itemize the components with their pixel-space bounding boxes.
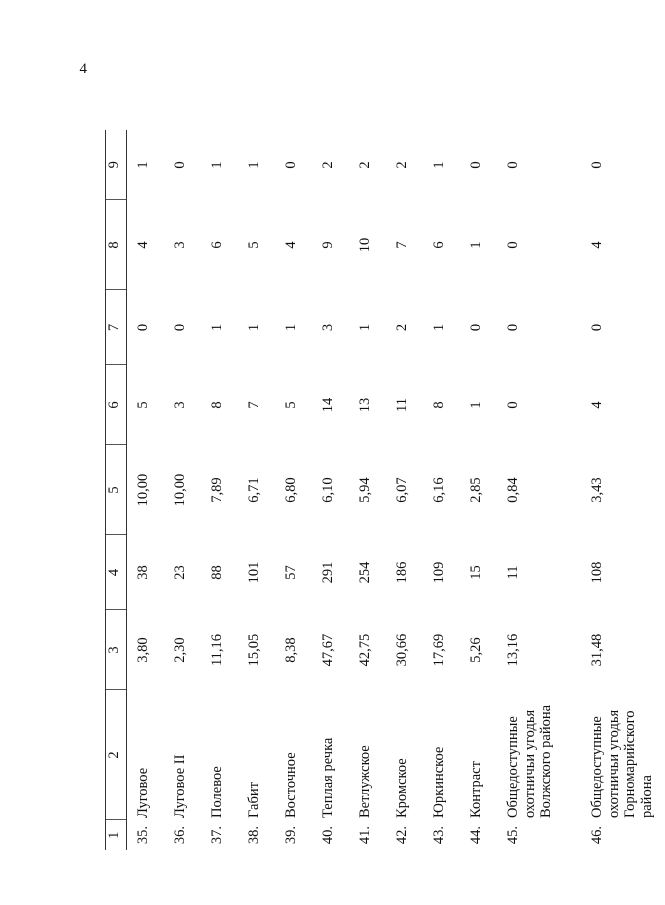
value-cell: 2,85 bbox=[468, 477, 484, 503]
value-cell: 1 bbox=[357, 323, 373, 332]
value-cell: 10,00 bbox=[135, 473, 151, 507]
column-header: 3 bbox=[106, 610, 127, 690]
name-cell: Юркинское bbox=[431, 746, 447, 818]
value-cell: 23 bbox=[172, 565, 188, 580]
value-cell: 1 bbox=[135, 161, 151, 169]
data-table bbox=[105, 130, 665, 850]
value-cell: 5 bbox=[283, 401, 299, 409]
table-row bbox=[312, 130, 349, 850]
row-number-cell: 36. bbox=[172, 826, 188, 845]
name-cell: Восточное bbox=[283, 752, 299, 818]
table-row bbox=[497, 130, 581, 850]
value-cell: 10,00 bbox=[172, 473, 188, 507]
value-cell: 6,07 bbox=[394, 477, 410, 503]
value-cell: 4 bbox=[589, 241, 605, 249]
value-cell: 254 bbox=[357, 561, 373, 584]
value-cell: 0 bbox=[172, 161, 188, 169]
value-cell: 0 bbox=[505, 323, 521, 332]
value-cell: 11 bbox=[394, 398, 410, 412]
value-cell: 6 bbox=[209, 241, 225, 249]
table-row bbox=[460, 130, 497, 850]
value-cell: 1 bbox=[209, 161, 225, 169]
column-header: 7 bbox=[106, 290, 127, 365]
value-cell: 0,84 bbox=[505, 477, 521, 503]
value-cell: 1 bbox=[246, 323, 262, 332]
value-cell: 1 bbox=[431, 161, 447, 169]
value-cell: 6,10 bbox=[320, 477, 336, 503]
value-cell: 8 bbox=[431, 401, 447, 409]
value-cell: 47,67 bbox=[320, 633, 336, 667]
row-number-cell: 38. bbox=[246, 826, 262, 845]
value-cell: 5,26 bbox=[468, 637, 484, 663]
column-header: 1 bbox=[106, 820, 127, 850]
value-cell: 1 bbox=[246, 161, 262, 169]
value-cell: 2 bbox=[394, 161, 410, 169]
row-number-cell: 45. bbox=[505, 826, 521, 845]
value-cell: 4 bbox=[589, 401, 605, 409]
value-cell: 7,89 bbox=[209, 477, 225, 503]
value-cell: 0 bbox=[468, 161, 484, 169]
value-cell: 3 bbox=[172, 401, 188, 409]
value-cell: 42,75 bbox=[357, 633, 373, 667]
value-cell: 88 bbox=[209, 565, 225, 580]
column-header: 2 bbox=[106, 690, 127, 820]
row-number-cell: 35. bbox=[135, 826, 151, 845]
value-cell: 17,69 bbox=[431, 633, 447, 667]
value-cell: 4 bbox=[135, 241, 151, 249]
row-number-cell: 43. bbox=[431, 826, 447, 845]
value-cell: 3,80 bbox=[135, 637, 151, 663]
value-cell: 5 bbox=[246, 241, 262, 249]
value-cell: 6,80 bbox=[283, 477, 299, 503]
value-cell: 6 bbox=[431, 241, 447, 249]
column-header: 4 bbox=[106, 535, 127, 610]
row-number-cell: 46. bbox=[589, 826, 605, 845]
name-cell: Луговое bbox=[135, 767, 151, 818]
value-cell: 30,66 bbox=[394, 633, 410, 667]
name-cell: Луговое II bbox=[172, 754, 188, 818]
value-cell: 109 bbox=[431, 561, 447, 584]
name-cell: Теплая речка bbox=[320, 737, 336, 818]
table-row bbox=[238, 130, 275, 850]
value-cell: 11,16 bbox=[209, 633, 225, 667]
value-cell: 13,16 bbox=[505, 633, 521, 667]
value-cell: 13 bbox=[357, 397, 373, 413]
value-cell: 8 bbox=[209, 401, 225, 409]
value-cell: 2 bbox=[320, 161, 336, 169]
value-cell: 4 bbox=[283, 241, 299, 249]
value-cell: 1 bbox=[209, 323, 225, 332]
value-cell: 0 bbox=[589, 161, 605, 169]
row-number-cell: 41. bbox=[357, 826, 373, 845]
table-row bbox=[127, 130, 165, 850]
value-cell: 6,16 bbox=[431, 477, 447, 503]
table-row bbox=[386, 130, 423, 850]
value-cell: 6,71 bbox=[246, 477, 262, 503]
row-number-cell: 37. bbox=[209, 826, 225, 845]
value-cell: 0 bbox=[589, 323, 605, 332]
value-cell: 1 bbox=[468, 401, 484, 409]
table-row bbox=[275, 130, 312, 850]
row-number-cell: 44. bbox=[468, 826, 484, 845]
value-cell: 0 bbox=[283, 161, 299, 169]
value-cell: 108 bbox=[589, 561, 605, 584]
value-cell: 101 bbox=[246, 561, 262, 584]
value-cell: 1 bbox=[431, 323, 447, 332]
value-cell: 11 bbox=[505, 565, 521, 580]
value-cell: 3 bbox=[320, 323, 336, 332]
row-number-cell: 40. bbox=[320, 826, 336, 845]
table-row bbox=[201, 130, 238, 850]
table-body bbox=[127, 130, 665, 850]
value-cell: 0 bbox=[505, 241, 521, 249]
value-cell: 38 bbox=[135, 565, 151, 580]
value-cell: 0 bbox=[468, 323, 484, 332]
value-cell: 31,48 bbox=[589, 633, 605, 667]
name-cell: Общедоступные охотничьи угодья Горномарийского района bbox=[589, 709, 656, 818]
value-cell: 2 bbox=[394, 323, 410, 332]
value-cell: 3 bbox=[172, 241, 188, 249]
name-cell: Контраст bbox=[468, 761, 484, 818]
row-number-cell: 39. bbox=[283, 826, 299, 845]
column-header: 8 bbox=[106, 200, 127, 290]
value-cell: 3,43 bbox=[589, 477, 605, 503]
value-cell: 0 bbox=[505, 161, 521, 169]
column-header: 5 bbox=[106, 445, 127, 535]
column-header: 9 bbox=[106, 130, 127, 200]
name-cell: Кромское bbox=[394, 758, 410, 818]
name-cell: Полевое bbox=[209, 766, 225, 818]
value-cell: 7 bbox=[246, 401, 262, 409]
value-cell: 15,05 bbox=[246, 633, 262, 667]
table-row bbox=[423, 130, 460, 850]
table-row bbox=[581, 130, 665, 850]
value-cell: 8,38 bbox=[283, 637, 299, 663]
value-cell: 0 bbox=[172, 323, 188, 332]
value-cell: 5,94 bbox=[357, 477, 373, 503]
page-number: 4 bbox=[79, 61, 87, 77]
name-cell: Габит bbox=[246, 782, 262, 818]
name-cell: Ветлужское bbox=[357, 745, 373, 818]
row-number-cell: 42. bbox=[394, 826, 410, 845]
value-cell: 186 bbox=[394, 561, 410, 584]
value-cell: 291 bbox=[320, 561, 336, 584]
value-cell: 14 bbox=[320, 397, 336, 413]
value-cell: 15 bbox=[468, 565, 484, 580]
value-cell: 9 bbox=[320, 241, 336, 249]
value-cell: 2,30 bbox=[172, 637, 188, 663]
value-cell: 7 bbox=[394, 241, 410, 249]
value-cell: 10 bbox=[357, 237, 373, 253]
value-cell: 5 bbox=[135, 401, 151, 409]
table-header-row bbox=[106, 130, 127, 850]
column-header: 6 bbox=[106, 365, 127, 445]
value-cell: 2 bbox=[357, 161, 373, 169]
value-cell: 57 bbox=[283, 565, 299, 580]
value-cell: 1 bbox=[283, 323, 299, 332]
value-cell: 1 bbox=[468, 241, 484, 249]
value-cell: 0 bbox=[505, 401, 521, 409]
rotated-table-container bbox=[105, 130, 656, 850]
table-row bbox=[349, 130, 386, 850]
table-row bbox=[164, 130, 201, 850]
name-cell: Общедоступные охотничьи угодья Волжского района bbox=[505, 704, 555, 818]
value-cell: 0 bbox=[135, 323, 151, 332]
